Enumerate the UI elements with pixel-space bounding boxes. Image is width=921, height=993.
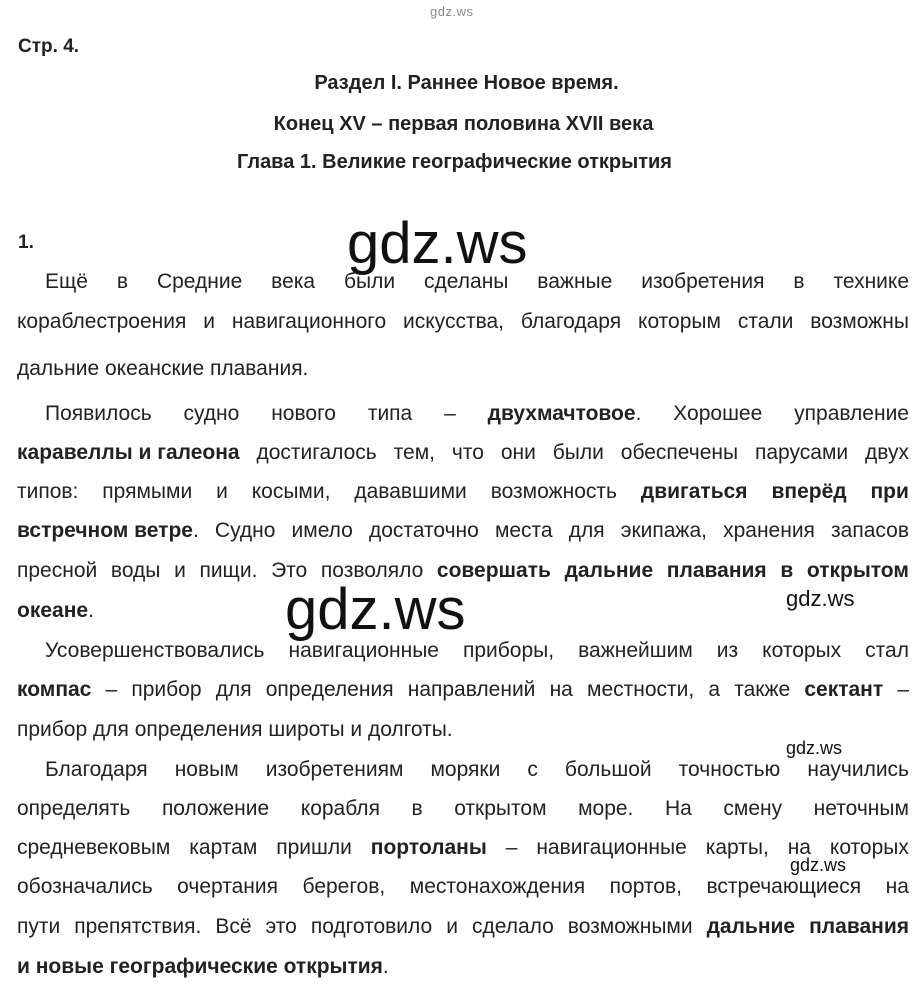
text-word: навигационные bbox=[288, 639, 439, 662]
watermark-large-2: gdz.ws bbox=[285, 577, 466, 642]
text-word: также bbox=[734, 678, 791, 701]
period-heading: Конец XV – первая половина XVII века bbox=[273, 113, 654, 135]
text-word: океане. bbox=[17, 599, 94, 622]
text-word: двух bbox=[865, 441, 909, 464]
text-word: – bbox=[897, 678, 909, 701]
task-number: 1. bbox=[18, 232, 34, 253]
text-word: двигаться bbox=[640, 480, 748, 503]
text-word: портов, bbox=[609, 875, 682, 898]
text-word: они bbox=[500, 441, 536, 464]
text-word: в bbox=[793, 270, 805, 293]
text-word: стал bbox=[865, 639, 909, 662]
text-word: хранения bbox=[723, 519, 815, 542]
paragraph-line bbox=[17, 796, 909, 822]
paragraph-line bbox=[17, 914, 909, 940]
watermark-top: gdz.ws bbox=[430, 4, 474, 19]
text-word: и bbox=[174, 559, 186, 582]
text-word: Усовершенствовались bbox=[45, 639, 265, 662]
watermark-small-2: gdz.ws bbox=[786, 738, 843, 758]
text-word: в bbox=[411, 797, 423, 820]
text-word: были bbox=[344, 270, 396, 293]
text-word: косыми, bbox=[251, 480, 331, 503]
text-word: приборы, bbox=[462, 639, 555, 662]
paragraph-line bbox=[17, 874, 909, 900]
text-word: стали bbox=[737, 310, 794, 333]
text-word: на bbox=[787, 836, 811, 859]
text-word: Ещё bbox=[45, 270, 88, 293]
text-word: совершать bbox=[436, 559, 551, 582]
text-word: большой bbox=[564, 758, 652, 781]
text-word: море. bbox=[578, 797, 634, 820]
watermark-large-1: gdz.ws bbox=[347, 211, 528, 276]
text-word: пресной bbox=[17, 559, 98, 582]
text-word: – bbox=[444, 402, 456, 425]
page-number-label: Стр. 4. bbox=[18, 36, 80, 57]
text-word: подготовило bbox=[310, 915, 433, 938]
paragraph-line bbox=[17, 356, 909, 382]
paragraph-line bbox=[17, 835, 909, 861]
text-word: возможны bbox=[810, 310, 909, 333]
text-word: которых bbox=[762, 639, 842, 662]
text-word: плавания bbox=[666, 559, 767, 582]
text-word: места bbox=[494, 519, 553, 542]
text-word: и bbox=[203, 310, 215, 333]
text-word: в bbox=[780, 559, 794, 582]
text-word: достаточно bbox=[368, 519, 479, 542]
text-word: и bbox=[446, 915, 458, 938]
text-word: местонахождения bbox=[409, 875, 586, 898]
text-word: которым bbox=[638, 310, 721, 333]
text-word: пути bbox=[17, 915, 61, 938]
text-word: местности, bbox=[587, 678, 695, 701]
text-word: Появилось bbox=[45, 402, 152, 425]
text-word: запасов bbox=[831, 519, 909, 542]
text-word: дальние океанские плавания. bbox=[17, 357, 309, 380]
paragraph-line bbox=[17, 677, 909, 703]
text-word: – bbox=[105, 678, 118, 701]
text-word: открытом bbox=[806, 559, 909, 582]
text-word: каравеллы и галеона bbox=[17, 441, 240, 464]
text-word: управление bbox=[794, 402, 909, 425]
text-word: возможными bbox=[567, 915, 693, 938]
text-word: дальние bbox=[564, 559, 654, 582]
text-word: корабля bbox=[300, 797, 380, 820]
paragraph-line bbox=[45, 401, 909, 427]
text-word: пищи. bbox=[199, 559, 258, 582]
paragraph-line bbox=[45, 757, 909, 783]
text-word: изобретения bbox=[641, 270, 765, 293]
text-word: очертания bbox=[177, 875, 278, 898]
text-word: определять bbox=[17, 797, 131, 820]
text-word: тем, bbox=[393, 441, 435, 464]
text-word: новым bbox=[174, 758, 239, 781]
text-word: которых bbox=[829, 836, 909, 859]
text-word: из bbox=[716, 639, 739, 662]
text-word: точностью bbox=[678, 758, 781, 781]
text-word: Средние bbox=[156, 270, 243, 293]
text-word: были bbox=[552, 441, 604, 464]
text-word: дальние bbox=[706, 915, 796, 938]
paragraph-line bbox=[17, 717, 909, 743]
text-word: типов: bbox=[17, 480, 79, 503]
text-word: навигационного bbox=[231, 310, 387, 333]
text-word: искусства, bbox=[403, 310, 505, 333]
text-word: определения bbox=[265, 678, 394, 701]
text-word: технике bbox=[833, 270, 909, 293]
text-word: – bbox=[505, 836, 518, 859]
text-word: воды bbox=[110, 559, 161, 582]
paragraph-line bbox=[17, 440, 909, 466]
text-word: смену bbox=[723, 797, 783, 820]
text-word: с bbox=[527, 758, 538, 781]
text-word: картам bbox=[189, 836, 258, 859]
text-word: На bbox=[664, 797, 692, 820]
paragraph-line bbox=[17, 954, 909, 980]
text-word: портоланы bbox=[370, 836, 487, 859]
text-word: прибор для определения широты и долготы. bbox=[17, 718, 453, 741]
text-word: прибор bbox=[131, 678, 202, 701]
text-word: это bbox=[265, 915, 297, 938]
text-word: пришли bbox=[276, 836, 352, 859]
text-word: неточным bbox=[813, 797, 909, 820]
text-word: века bbox=[271, 270, 316, 293]
text-word: научились bbox=[807, 758, 909, 781]
text-word: Всё bbox=[215, 915, 252, 938]
text-word: встречающиеся bbox=[706, 875, 862, 898]
text-word: карты, bbox=[705, 836, 769, 859]
text-word: Хорошее bbox=[673, 402, 763, 425]
text-word: типа bbox=[367, 402, 413, 425]
text-word: сделало bbox=[471, 915, 554, 938]
text-word: и новые географические открытия. bbox=[17, 955, 389, 978]
text-word: положение bbox=[161, 797, 270, 820]
text-word: Судно bbox=[214, 519, 276, 542]
text-word: возможность bbox=[490, 480, 617, 503]
text-word: сектант bbox=[804, 678, 884, 701]
text-word: кораблестроения bbox=[17, 310, 187, 333]
text-word: направлений bbox=[407, 678, 536, 701]
text-word: позволяло bbox=[320, 559, 424, 582]
text-word: благодаря bbox=[520, 310, 622, 333]
paragraph-line bbox=[17, 309, 909, 335]
text-word: важнейшим bbox=[578, 639, 693, 662]
text-word: Благодаря bbox=[45, 758, 148, 781]
section-heading: Раздел I. Раннее Новое время. bbox=[314, 72, 619, 94]
text-word: в bbox=[116, 270, 129, 293]
chapter-heading: Глава 1. Великие географические открытия bbox=[237, 151, 672, 173]
text-word: а bbox=[708, 678, 721, 701]
text-word: изобретениям bbox=[265, 758, 404, 781]
text-word: обеспечены bbox=[620, 441, 739, 464]
text-word: имело bbox=[291, 519, 353, 542]
text-word: плавания bbox=[809, 915, 909, 938]
text-word: сделаны bbox=[424, 270, 509, 293]
paragraph-line bbox=[17, 518, 909, 544]
watermark-small-3: gdz.ws bbox=[790, 855, 847, 875]
paragraph-line bbox=[45, 638, 909, 664]
text-word: компас bbox=[17, 678, 92, 701]
text-word: при bbox=[870, 480, 909, 503]
watermark-small-1: gdz.ws bbox=[786, 586, 855, 611]
text-word: достигалось bbox=[256, 441, 377, 464]
text-word: на bbox=[885, 875, 909, 898]
text-word: двухмачтовое. bbox=[487, 402, 642, 425]
text-word: и bbox=[216, 480, 228, 503]
text-word: берегов, bbox=[302, 875, 386, 898]
text-word: для bbox=[568, 519, 605, 542]
text-word: прямыми bbox=[102, 480, 193, 503]
text-word: обозначались bbox=[17, 875, 153, 898]
paragraph-line bbox=[17, 479, 909, 505]
text-word: навигационные bbox=[536, 836, 687, 859]
text-word: что bbox=[451, 441, 484, 464]
text-word: важные bbox=[537, 270, 613, 293]
text-word: экипажа, bbox=[620, 519, 707, 542]
text-word: парусами bbox=[755, 441, 849, 464]
text-word: открытом bbox=[454, 797, 547, 820]
text-word: судно bbox=[183, 402, 240, 425]
text-word: нового bbox=[271, 402, 336, 425]
text-word: встречном ветре. bbox=[17, 519, 199, 542]
text-word: препятствия. bbox=[74, 915, 202, 938]
text-word: моряки bbox=[430, 758, 501, 781]
text-word: для bbox=[215, 678, 252, 701]
text-word: Это bbox=[271, 559, 308, 582]
text-word: средневековым bbox=[17, 836, 171, 859]
text-word: на bbox=[549, 678, 573, 701]
text-word: вперёд bbox=[771, 480, 847, 503]
text-word: дававшими bbox=[354, 480, 467, 503]
